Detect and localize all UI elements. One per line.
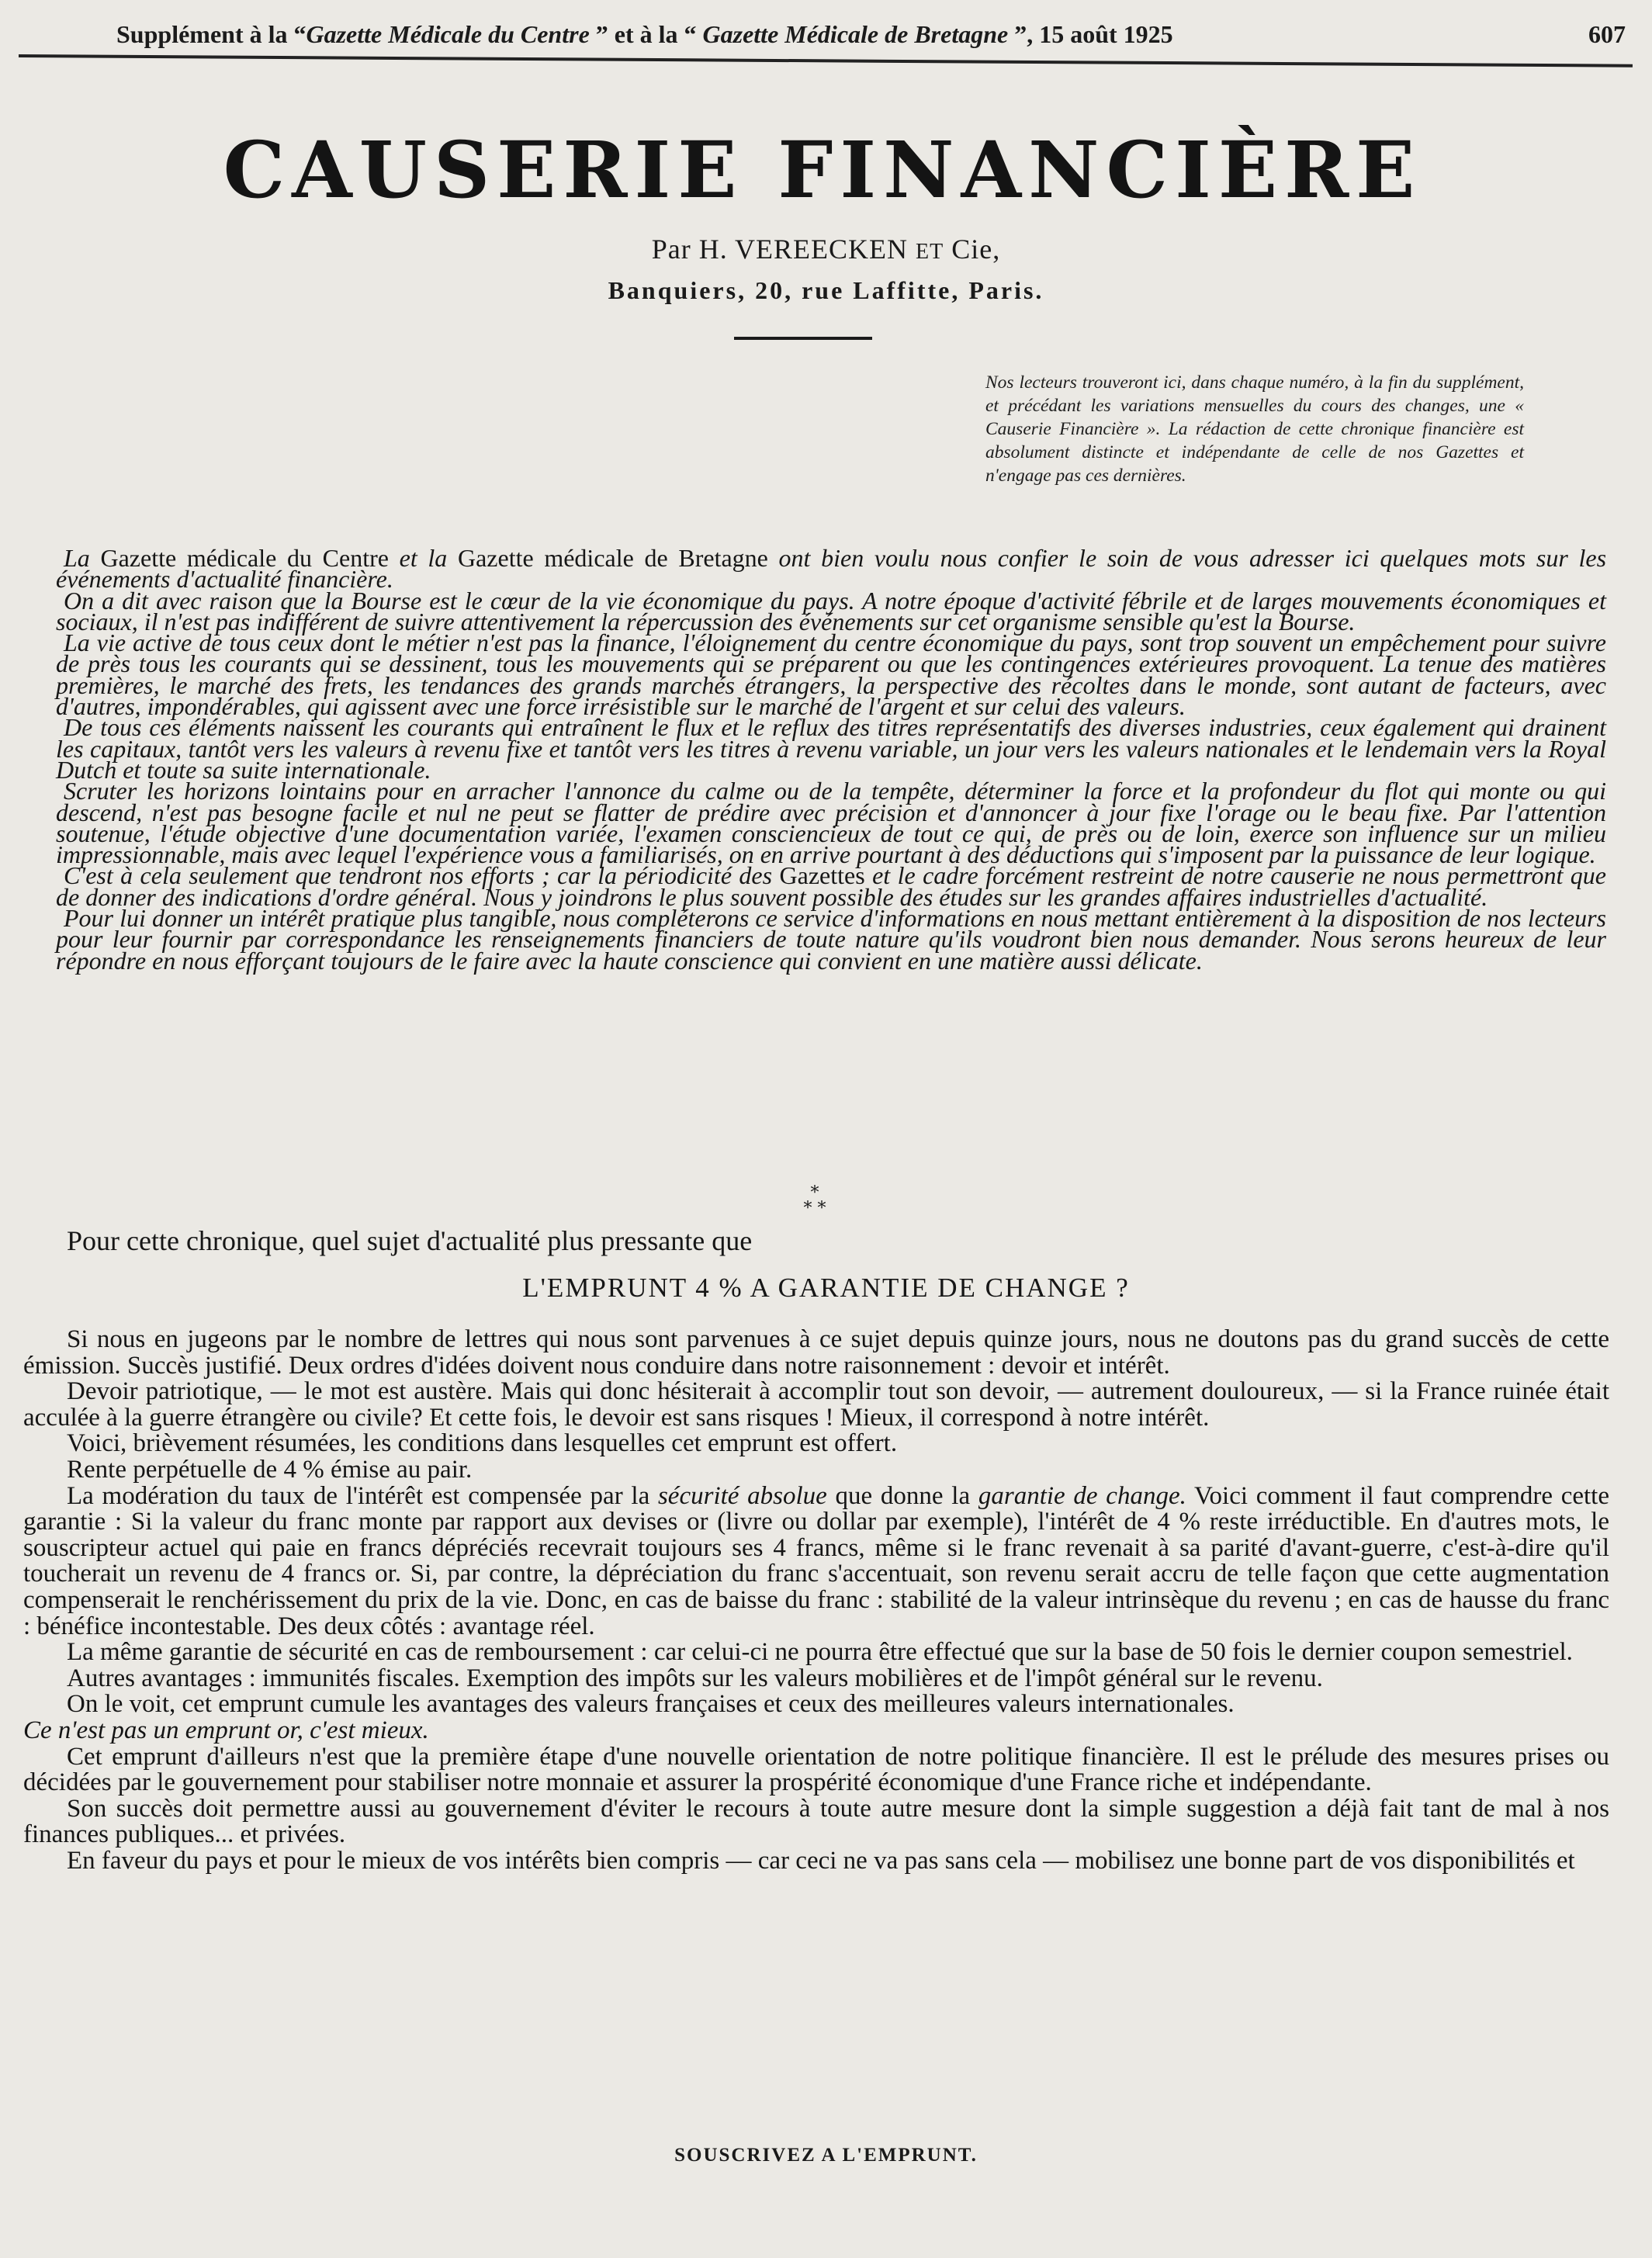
intro-paragraph: La vie active de tous ceux dont le métier n'est pas la finance, l'éloignement du centre économique du pays, sont trop souvent un empêchement pour suivre de près tous les courants qui se dessinent, tous les mouvements qui se préparent ou que les contingences extérieures provoquent. La tenue des matières premières, le marché des frets, les tendances des grands marchés étrangers, la perspective des récoltes dans le monde, sont autant de facteurs, avec d'autres, impondérables, qui agissent avec une force irrésistible sur le marché de l'argent et sur celui des valeurs. [56, 629, 1606, 721]
intro-p6-a: C'est à cela seulement que tendront nos efforts ; car la périodicité des [64, 861, 780, 890]
body-paragraph: Si nous en jugeons par le nombre de lettres qui nous sont parvenues à ce sujet depuis quinze jours, nous ne doutons pas du grand succès de cette émission. Succès justifié. Deux ordres d'idées doivent nous conduire dans notre raisonnement : devoir et intérêt. [23, 1325, 1609, 1380]
byline-company: Cie, [944, 234, 1001, 265]
header-date: ”, 15 août 1925 [1008, 20, 1173, 48]
byline-et: ET [916, 240, 944, 264]
intro-p6-c: et le cadre forcément restreint de notre causerie ne nous permettront que de donner des indications d'ordre général. Nous y joindrons le plus souvent possible des études sur les grandes affaires industrielles d'actualité. [56, 861, 1607, 911]
intro-p1-c: et la [388, 544, 458, 572]
intro-p6-gazettes: Gazettes [779, 861, 865, 890]
body-paragraph: Cet emprunt d'ailleurs n'est que la première étape d'une nouvelle orientation de notre politique financière. Il est le prélude des mesures prises ou décidées par le gouvernement pour stabiliser notre monnaie et assurer la prospérité économique d'une France riche et indépendante. [23, 1742, 1609, 1797]
closing-call: SOUSCRIVEZ A L'EMPRUNT. [674, 2145, 978, 2166]
body-paragraph: Rente perpétuelle de 4 % émise au pair. [67, 1455, 473, 1484]
header-middle: ” et à la “ [589, 20, 703, 48]
intro-paragraph: Pour lui donner un intérêt pratique plus tangible, nous compléterons ce service d'informations en nous mettant entièrement à la disposition de nos lecteurs pour leur fournir par correspondance les renseignements financiers de toute nature qu'ils voudront bien nous demander. Nous serons heureux de leur répondre en nous efforçant toujours de le faire avec la haute conscience qui convient en une matière aussi délicate. [56, 904, 1606, 975]
intro-p1-e: ont bien voulu nous confier le soin de vous adresser ici quelques mots sur les événements d'actualité financière. [56, 544, 1607, 594]
intro-paragraph: On a dit avec raison que la Bourse est le cœur de la vie économique du pays. A notre époque d'activité fébrile et de larges mouvements économiques et sociaux, il n'est pas indifférent de suivre attentivement la répercussion des événements sur cet organisme sensible qu'est la Bourse. [56, 586, 1606, 635]
article-title: CAUSERIE FINANCIÈRE [223, 124, 1422, 216]
byline-author: Par H. VEREECKEN [651, 234, 916, 265]
lead-sentence: Pour cette chronique, quel sujet d'actualité plus pressante que [67, 1225, 753, 1256]
body-p5-securite: sécurité absolue [657, 1481, 827, 1510]
body-paragraph: Voici, brièvement résumées, les conditions dans lesquelles cet emprunt est offert. [67, 1429, 898, 1458]
body-section [23, 1327, 1609, 1874]
intro-paragraph: De tous ces éléments naissent les courants qui entraînent le flux et le reflux des titres représentatifs des diverses industries, ceux également qui drainent les capitaux, tantôt vers les valeurs à revenu fixe et tantôt vers les titres à revenu variable, un jour vers les valeurs nationales et le lendemain vers la Royal Dutch et toute sa suite internationale. [56, 713, 1606, 784]
body-p5-e: Voici comment il faut comprendre cette garantie : Si la valeur du franc monte par rapport aux devises or (livre ou dollar par exemple), l'intérêt de 4 % reste irréductible. En d'autres mots, le souscripteur actuel qui paie en francs dépréciés recevrait toujours ses 4 francs, même si le franc revenait à sa parité d'avant-guerre, c'est-à-dire qu'il toucherait un revenu de 4 francs or. Si, par contre, la dépréciation du franc s'accentuait, son revenu serait accru de telle façon que cette augmentation compenserait le renchérissement du prix de la vie. Donc, en cas de baisse du franc : stabilité de la valeur intrinsèque du revenu ; en cas de hausse du franc : bénéfice incontestable. Des deux côtés : avantage réel. [23, 1481, 1609, 1640]
byline-address: Banquiers, 20, rue Laffitte, Paris. [608, 276, 1044, 304]
asterism-bottom: * * [803, 1199, 826, 1218]
body-paragraph [23, 1481, 1609, 1640]
header-journal-centre: Gazette Médicale du Centre [306, 20, 590, 48]
section-heading: L'EMPRUNT 4 % A GARANTIE DE CHANGE ? [522, 1273, 1130, 1303]
body-paragraph: En faveur du pays et pour le mieux de vos intérêts bien compris — car ceci ne va pas sans cela — mobilisez une bonne part de vos disponibilités et [67, 1846, 1575, 1875]
title-divider [734, 337, 872, 340]
intro-paragraph [56, 544, 1607, 594]
body-p5-garantie: garantie de change. [978, 1481, 1186, 1510]
intro-paragraph [56, 861, 1607, 911]
intro-paragraph: Scruter les horizons lointains pour en arracher l'annonce du calme ou de la tempête, déterminer la force et la profondeur du flot qui monte ou qui descend, n'est pas besogne facile et nul ne peut se flatter de prédire avec précision et d'annoncer à jour fixe l'orage ou le beau fixe. Par l'attention soutenue, l'étude objective d'une documentation variée, l'examen consciencieux de tout ce qui, de près ou de loin, exerce son influence sur un milieu impressionnable, mais avec lequel l'expérience vous a familiarisés, on en arrive pourtant à des déductions qui s'imposent par la puissance de leur logique. [56, 777, 1606, 869]
body-p5-a: La modération du taux de l'intérêt est compensée par la [67, 1481, 658, 1510]
intro-section [56, 544, 1607, 975]
intro-p1-a: La [64, 544, 101, 572]
header-prefix: Supplément à la “ [116, 20, 307, 48]
body-paragraph: Devoir patriotique, — le mot est austère. Mais qui donc hésiterait à accomplir tout son devoir, — autrement douloureux, — si la France ruinée était acculée à la guerre étrangère ou civile? Et cette fois, le devoir est sans risques ! Mieux, il correspond à notre intérêt. [23, 1377, 1609, 1432]
editor-note: Nos lecteurs trouveront ici, dans chaque numéro, à la fin du supplément, et précédant les variations mensuelles du cours des changes, une « Causerie Financière ». La rédaction de cette chronique financière est absolument distincte et indépendante de celle de nos Gazettes et n'engage pas ces dernières. [985, 372, 1524, 486]
body-paragraph: La même garantie de sécurité en cas de remboursement : car celui-ci ne pourra être effectué que sur la base de 50 fois le dernier coupon semestriel. [67, 1638, 1573, 1667]
intro-p1-journal-centre: Gazette médicale du Centre [100, 544, 389, 572]
body-paragraph: Autres avantages : immunités fiscales. Exemption des impôts sur les valeurs mobilières et de l'impôt général sur le revenu. [67, 1664, 1323, 1692]
header-journal-bretagne: Gazette Médicale de Bretagne [702, 20, 1009, 48]
asterism-top: * [810, 1183, 819, 1203]
page-number: 607 [1588, 20, 1626, 48]
byline [0, 233, 1652, 265]
body-emphasis: Ce n'est pas un emprunt or, c'est mieux. [23, 1716, 429, 1744]
asterism [791, 1183, 838, 1218]
intro-p1-journal-bretagne: Gazette médicale de Bretagne [457, 544, 768, 572]
body-paragraph: On le voit, cet emprunt cumule les avantages des valeurs françaises et ceux des meilleures valeurs internationales. [67, 1690, 1235, 1719]
body-p5-c: que donne la [826, 1481, 978, 1510]
body-paragraph: Son succès doit permettre aussi au gouvernement d'éviter le recours à toute autre mesure dont la simple suggestion a déjà fait tant de mal à nos finances publiques... et privées. [23, 1794, 1609, 1849]
